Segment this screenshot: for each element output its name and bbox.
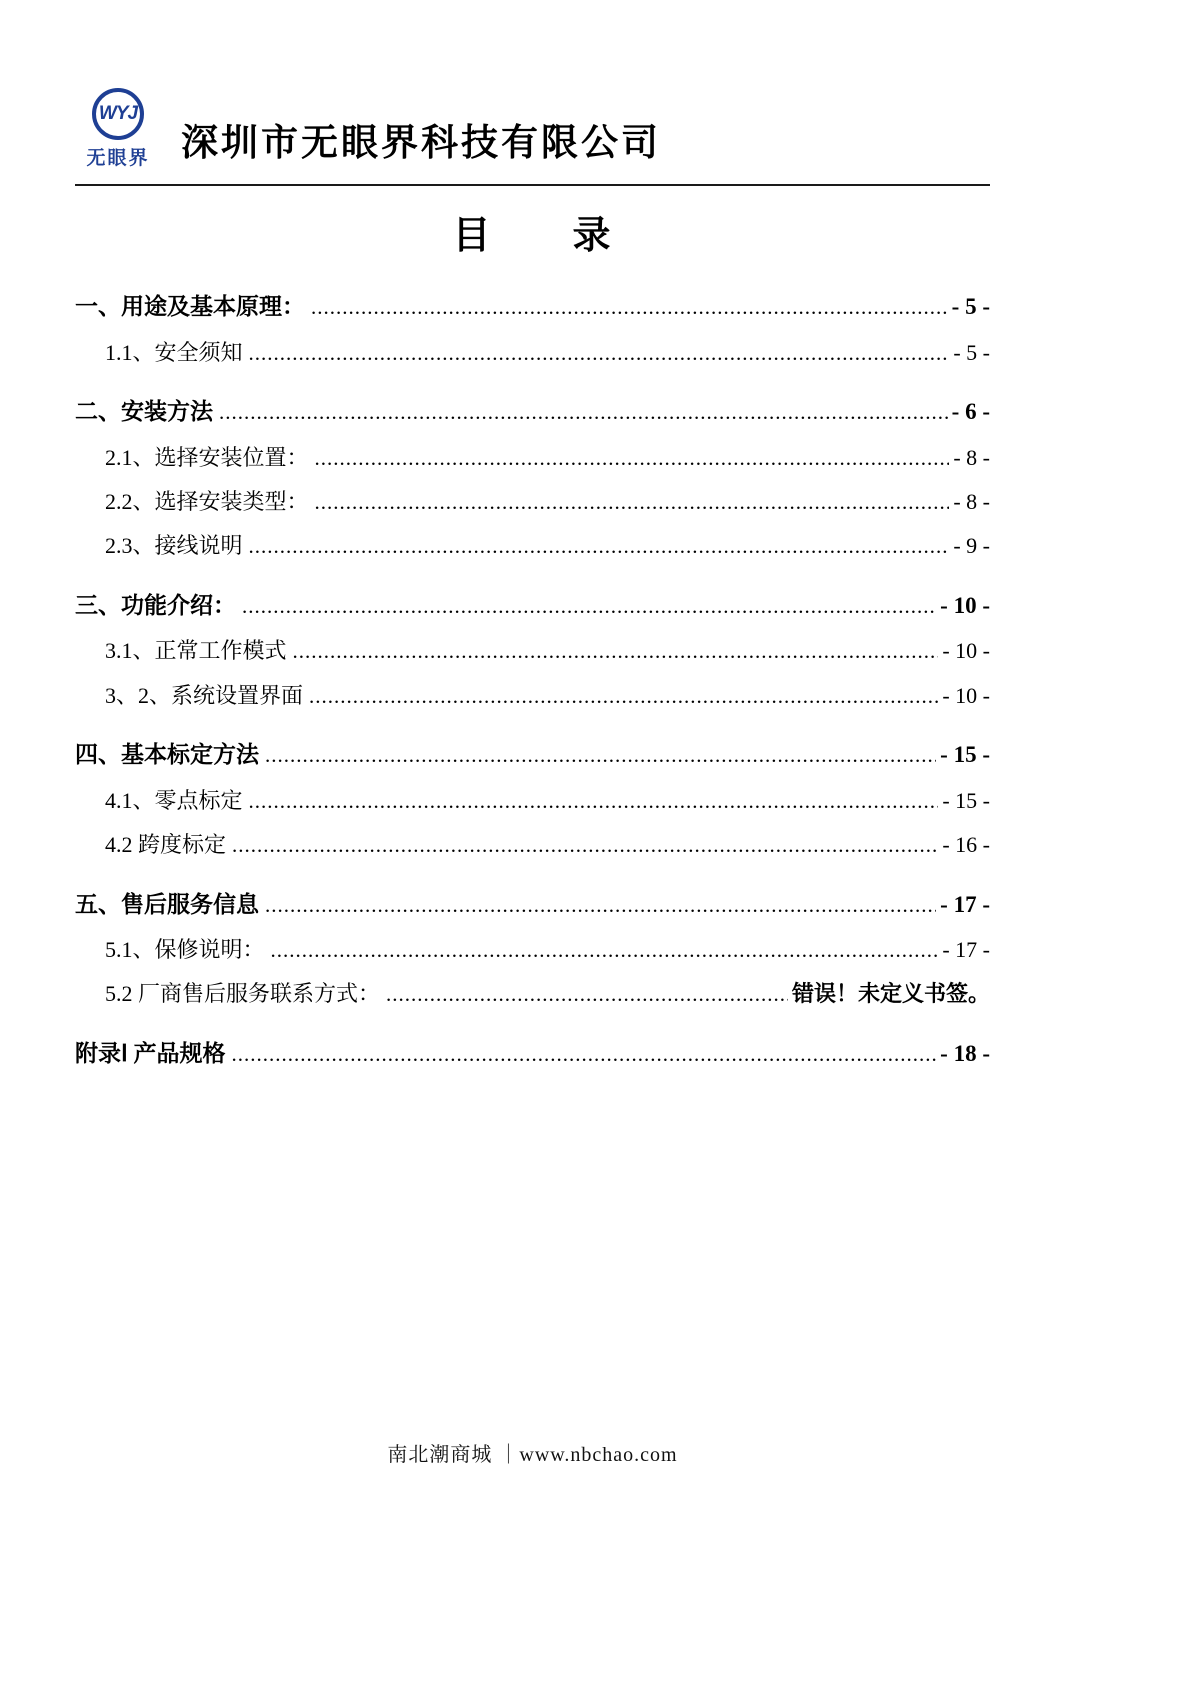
toc-leader-dots: [249, 341, 950, 366]
toc-leader-dots: [265, 893, 936, 918]
toc-list: [75, 283, 990, 1077]
toc-item[interactable]: [75, 881, 990, 929]
toc-leader-dots: [311, 295, 948, 320]
toc-item[interactable]: [75, 1030, 990, 1078]
toc-leader-dots: [265, 743, 936, 768]
toc-item-label: 5.2 厂商售后服务联系方式：: [105, 981, 381, 1007]
toc-item[interactable]: [105, 972, 990, 1016]
toc-page-number: 错误！未定义书签。: [791, 981, 990, 1007]
toc-page-number: - 10 -: [940, 592, 990, 618]
toc-page-number: - 5 -: [953, 339, 990, 365]
toc-item-label: 2.2、选择安装类型：: [105, 488, 309, 514]
toc-page-number: - 17 -: [942, 937, 990, 963]
toc-item[interactable]: [105, 524, 990, 568]
toc-item[interactable]: [75, 731, 990, 779]
toc-item-label: 2.1、选择安装位置：: [105, 444, 309, 470]
company-name: 深圳市无眼界科技有限公司: [181, 123, 661, 164]
toc-page-number: - 16 -: [942, 832, 990, 858]
toc-page-number: - 9 -: [953, 533, 990, 559]
toc-item-label: 3.1、正常工作模式: [105, 638, 287, 664]
toc-item-label: 一、用途及基本原理：: [75, 294, 305, 319]
toc-item-label: 三、功能介绍：: [75, 592, 236, 618]
page-header: [75, 88, 990, 186]
toc-leader-dots: [315, 446, 950, 471]
toc-leader-dots: [315, 490, 950, 515]
page-footer: 南北潮商城 ｜www.nbchao.com: [387, 1444, 678, 1466]
toc-item-label: 5.1、保修说明：: [105, 937, 265, 963]
page-content: [75, 88, 990, 1077]
toc-page-number: - 17 -: [940, 891, 990, 917]
toc-item-label: 四、基本标定方法: [75, 742, 259, 768]
toc-item[interactable]: [105, 779, 990, 823]
toc-page-number: - 10 -: [942, 638, 990, 664]
toc-item[interactable]: [105, 823, 990, 867]
toc-page-number: - 8 -: [953, 444, 990, 470]
toc-leader-dots: [309, 684, 938, 709]
toc-leader-dots: [293, 639, 939, 664]
toc-item[interactable]: [75, 283, 990, 331]
toc-leader-dots: [386, 982, 788, 1007]
toc-item[interactable]: [105, 436, 990, 480]
toc-item-label: 3、2、系统设置界面: [105, 682, 304, 708]
toc-leader-dots: [249, 534, 950, 559]
toc-item-label: 4.2 跨度标定: [105, 832, 227, 858]
toc-item[interactable]: [105, 928, 990, 972]
toc-page-number: - 15 -: [942, 787, 990, 813]
logo-monogram: WYJ: [98, 103, 138, 124]
toc-item-label: 二、安装方法: [75, 398, 213, 424]
toc-leader-dots: [271, 938, 939, 963]
logo-circle-icon: [92, 88, 144, 140]
toc-item-label: 五、售后服务信息: [75, 891, 259, 917]
toc-item[interactable]: [105, 480, 990, 524]
logo-wordmark: 无眼界: [86, 148, 150, 169]
toc-item-label: 4.1、零点标定: [105, 787, 243, 813]
toc-leader-dots: [249, 789, 939, 814]
company-logo: [75, 88, 161, 170]
toc-page-number: - 5 -: [951, 294, 990, 319]
toc-item[interactable]: [105, 629, 990, 673]
toc-page-number: - 18 -: [940, 1040, 990, 1066]
toc-page-number: - 15 -: [940, 742, 990, 768]
toc-item[interactable]: [75, 582, 990, 630]
toc-leader-dots: [219, 400, 948, 425]
toc-leader-dots: [232, 833, 938, 858]
toc-item-label: 1.1、安全须知: [105, 339, 243, 365]
toc-page-number: - 10 -: [942, 682, 990, 708]
toc-page-number: - 8 -: [953, 488, 990, 514]
toc-item[interactable]: [105, 674, 990, 718]
toc-leader-dots: [242, 594, 936, 619]
toc-page-number: - 6 -: [951, 398, 990, 424]
page-title: 目 录: [452, 215, 613, 257]
toc-item-label: 2.3、接线说明: [105, 533, 243, 559]
toc-leader-dots: [232, 1042, 937, 1067]
toc-item[interactable]: [75, 388, 990, 436]
toc-item[interactable]: [105, 331, 990, 375]
toc-item-label: 附录Ⅰ 产品规格: [75, 1040, 226, 1066]
